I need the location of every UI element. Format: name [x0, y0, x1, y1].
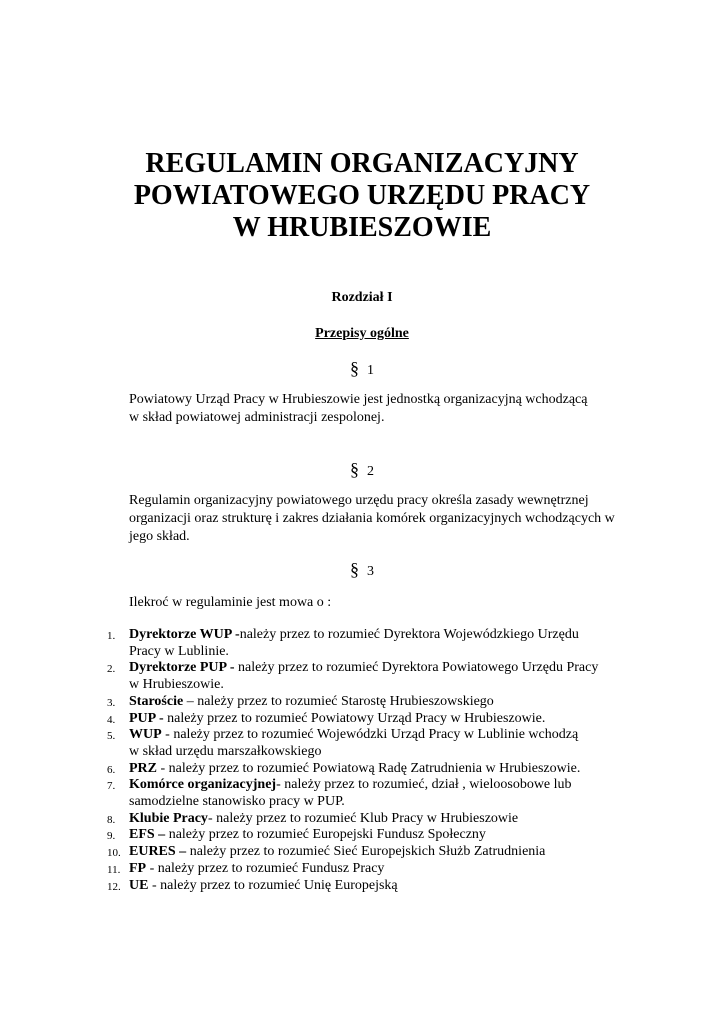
list-item — [0, 694, 724, 711]
definition-text: - należy przez to rozumieć Fundusz Pracy — [146, 860, 385, 876]
section-number: 2 — [367, 464, 374, 479]
section-symbol: § — [350, 358, 359, 378]
title-line-1: REGULAMIN ORGANIZACYJNY — [145, 148, 579, 179]
definition-continuation: w Hrubieszowie. — [129, 677, 224, 693]
definition-text: należy przez to rozumieć Powiatowy Urząd Pracy w Hrubieszowie. — [163, 710, 546, 726]
definition-term: Dyrektorze PUP - — [129, 660, 235, 676]
list-item — [0, 660, 724, 693]
paragraph-line: w skład powiatowej administracji zespolonej. — [129, 410, 385, 425]
section-symbol: § — [350, 459, 359, 479]
list-number: 3. — [107, 696, 116, 709]
section-mark-1 — [0, 358, 724, 379]
title-line-2: POWIATOWEGO URZĘDU PRACY — [133, 180, 591, 211]
definition-term: UE — [129, 877, 149, 893]
section-mark-2 — [0, 459, 724, 480]
definition-term: EFS – — [129, 827, 166, 843]
paragraph-line: Regulamin organizacyjny powiatowego urzędu pracy określa zasady wewnętrznej — [129, 493, 589, 508]
definition-term: EURES – — [129, 844, 187, 860]
definition-text: – należy przez to rozumieć Starostę Hrubieszowskiego — [183, 693, 494, 709]
definition-text: należy przez to rozumieć Dyrektora Powiatowego Urzędu Pracy — [234, 660, 599, 676]
list-number: 9. — [107, 830, 116, 843]
section-number: 1 — [367, 363, 374, 378]
definition-text: należy przez to rozumieć Sieć Europejskich Służb Zatrudnienia — [186, 844, 546, 860]
definition-term: PRZ — [129, 760, 157, 776]
definition-text: - należy przez to rozumieć, dział , wieloosobowe lub — [276, 777, 572, 793]
section-number: 3 — [367, 564, 374, 579]
definition-text: należy przez to rozumieć Dyrektora Wojewódzkiego Urzędu — [239, 627, 579, 642]
section-3-paragraph — [129, 594, 649, 612]
definition-text: - należy przez to rozumieć Klub Pracy w Hrubieszowie — [207, 810, 519, 826]
list-number: 1. — [107, 630, 116, 642]
definition-term: Komórce organizacyjnej — [129, 777, 277, 793]
definition-term: FP — [129, 860, 147, 876]
list-number: 12. — [107, 880, 121, 893]
definition-continuation: samodzielne stanowisko pracy w PUP. — [129, 794, 345, 810]
definition-continuation: w skład urzędu marszałkowskiego — [129, 743, 322, 759]
list-item — [0, 844, 724, 861]
list-item — [0, 761, 724, 778]
definition-text: - należy przez to rozumieć Powiatową Radę Zatrudnienia w Hrubieszowie. — [157, 760, 581, 776]
list-item — [0, 727, 724, 760]
definition-text: - należy przez to rozumieć Wojewódzki Urząd Pracy w Lublinie wchodzą — [161, 727, 579, 743]
definition-term: Dyrektorze WUP - — [129, 627, 240, 642]
list-number: 10. — [107, 847, 121, 860]
definition-term: Klubie Pracy — [129, 810, 208, 826]
paragraph-line: Ilekroć w regulaminie jest mowa o : — [129, 595, 332, 610]
section-mark-3 — [0, 559, 724, 580]
document-title — [0, 148, 724, 244]
definition-term: WUP — [129, 727, 162, 743]
list-item — [0, 811, 724, 828]
definitions-list — [0, 627, 724, 894]
list-number: 7. — [107, 780, 116, 793]
title-line-3: W HRUBIESZOWIE — [232, 212, 492, 243]
chapter-heading: Rozdział I — [331, 290, 393, 305]
list-item — [0, 861, 724, 878]
definition-text: - należy przez to rozumieć Unię Europejską — [148, 877, 398, 893]
list-number: 5. — [107, 730, 116, 743]
list-number: 2. — [107, 663, 116, 676]
section-1-paragraph — [129, 391, 649, 427]
list-number: 4. — [107, 713, 116, 726]
list-item — [0, 711, 724, 728]
list-item — [0, 878, 724, 895]
definition-continuation: Pracy w Lublinie. — [129, 643, 229, 659]
paragraph-line: Powiatowy Urząd Pracy w Hrubieszowie jest jednostką organizacyjną wchodzącą — [129, 392, 588, 407]
list-number: 8. — [107, 813, 116, 826]
list-item — [0, 777, 724, 810]
list-item — [0, 827, 724, 844]
definition-text: należy przez to rozumieć Europejski Fundusz Społeczny — [165, 827, 486, 843]
chapter-subtitle: Przepisy ogólne — [315, 326, 409, 341]
paragraph-line: jego skład. — [129, 529, 190, 544]
definition-term: Staroście — [129, 693, 184, 709]
paragraph-line: organizacji oraz strukturę i zakres działania komórek organizacyjnych wchodzących w — [129, 511, 615, 526]
definition-term: PUP - — [129, 710, 164, 726]
section-symbol: § — [350, 559, 359, 579]
section-2-paragraph — [129, 492, 649, 546]
list-number: 6. — [107, 763, 116, 776]
list-number: 11. — [107, 863, 121, 876]
list-item — [0, 627, 724, 660]
